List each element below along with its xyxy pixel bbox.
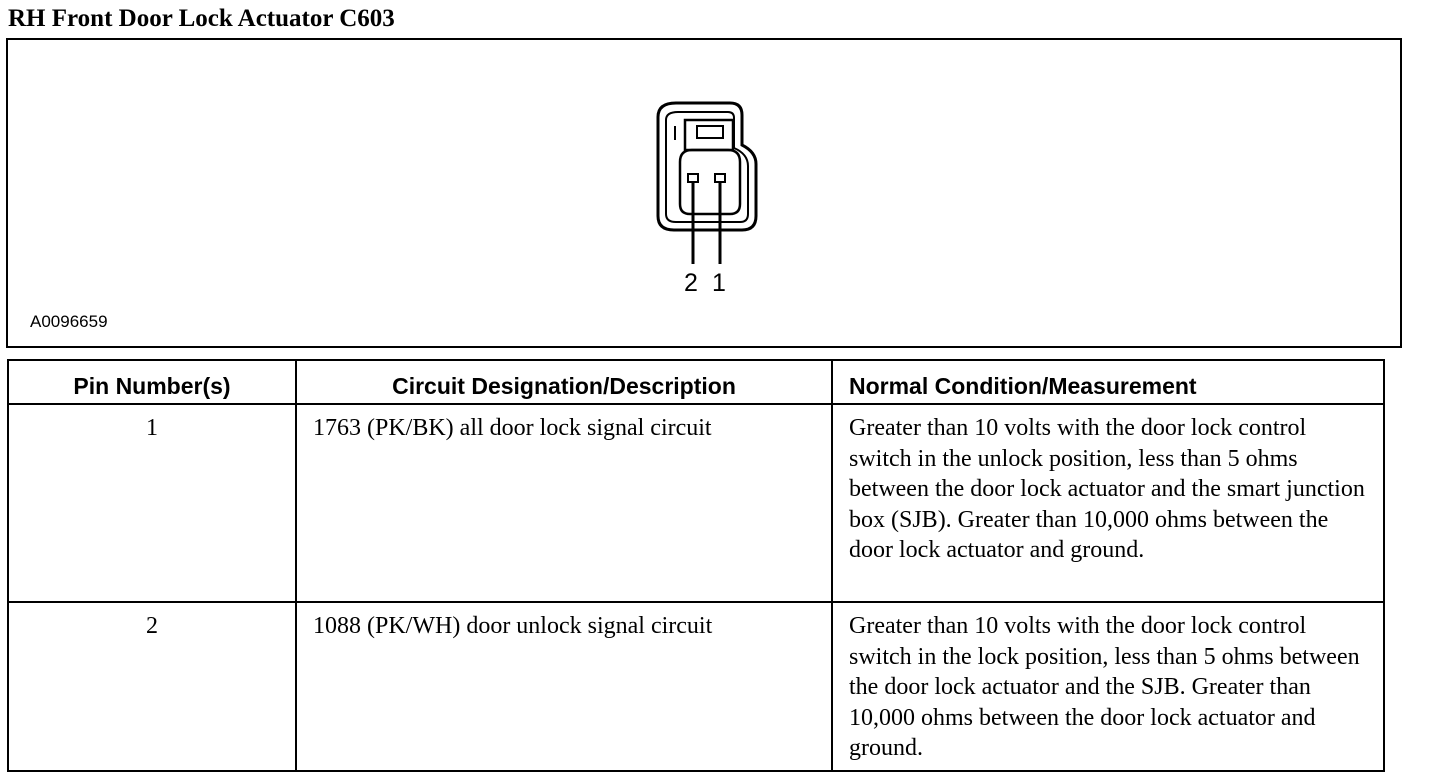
circuit-description-cell: 1763 (PK/BK) all door lock signal circuit <box>296 404 832 602</box>
pin-1-terminal <box>715 174 725 182</box>
pin-1-label: 1 <box>712 269 726 297</box>
pin-2-terminal <box>688 174 698 182</box>
table-row <box>8 404 1384 602</box>
connector-lock-tab-frame <box>685 120 733 150</box>
table-row <box>8 602 1384 771</box>
pin-number-cell: 1 <box>8 404 296 602</box>
pin-number-cell: 2 <box>8 602 296 771</box>
connector-face-drawing <box>8 40 1400 346</box>
pinout-table <box>7 359 1385 772</box>
table-header-row <box>8 360 1384 404</box>
connector-outer-housing <box>658 103 756 230</box>
header-circuit-description: Circuit Designation/Description <box>296 360 832 404</box>
measurement-cell: Greater than 10 volts with the door lock control switch in the lock position, less than 5 ohms between the door lock actuator and the SJB. Greater than 10,000 ohms between the door lock actuator and ground. <box>832 602 1384 771</box>
figure-id: A0096659 <box>30 312 108 331</box>
measurement-cell: Greater than 10 volts with the door lock control switch in the unlock position, less than 5 ohms between the door lock actuator and the smart junction box (SJB). Greater than 10,000 ohms between the door lock actuator and ground. <box>832 404 1384 602</box>
header-normal-condition: Normal Condition/Measurement <box>832 360 1384 404</box>
connector-figure <box>6 38 1402 348</box>
header-pin-number: Pin Number(s) <box>8 360 296 404</box>
pin-2-label: 2 <box>684 269 698 297</box>
connector-inner-housing <box>666 112 748 222</box>
page-title: RH Front Door Lock Actuator C603 <box>8 5 395 32</box>
circuit-description-cell: 1088 (PK/WH) door unlock signal circuit <box>296 602 832 771</box>
connector-lock-tab <box>697 126 723 138</box>
